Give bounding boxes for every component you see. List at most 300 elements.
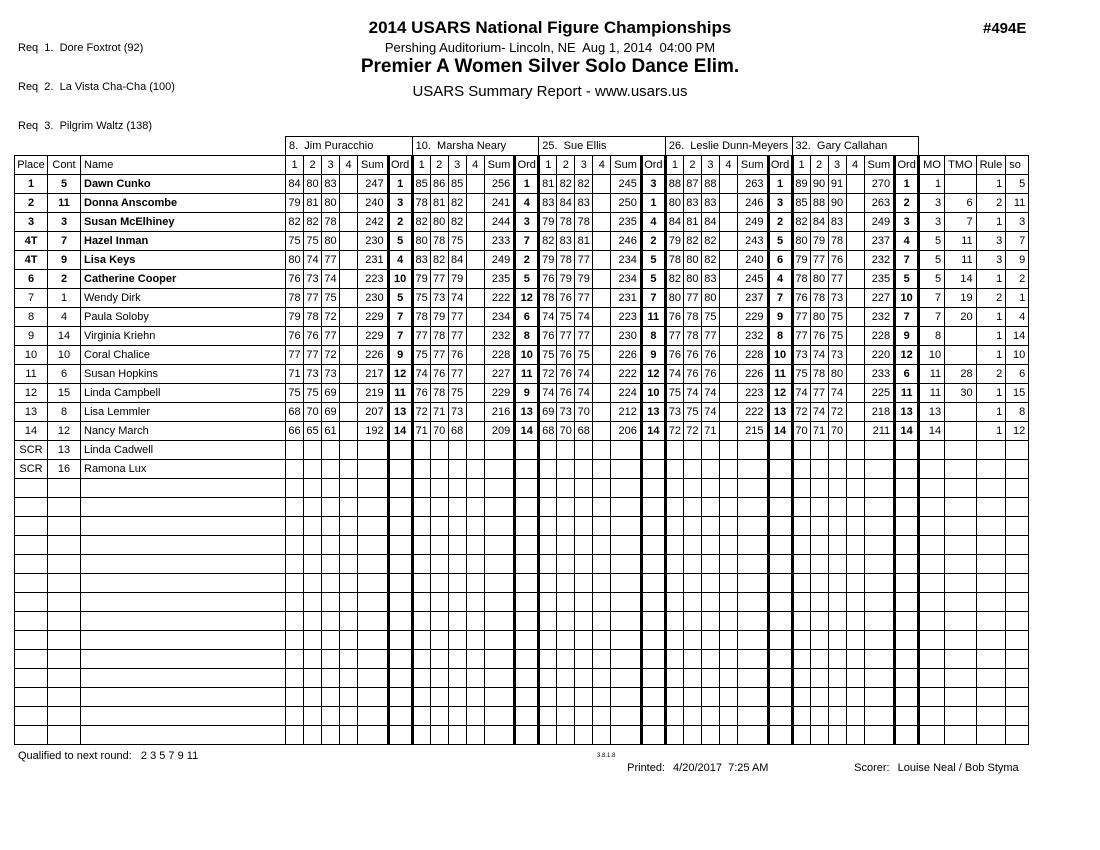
- sum-cell: 243: [737, 232, 768, 251]
- empty-cell: [48, 536, 81, 555]
- empty-cell: [286, 536, 304, 555]
- score-cell: 76: [828, 251, 846, 270]
- score-cell: 77: [430, 346, 448, 365]
- sum-cell: 226: [737, 365, 768, 384]
- empty-cell: [466, 726, 484, 745]
- empty-cell: [48, 498, 81, 517]
- empty-cell: [304, 688, 322, 707]
- empty-cell: [358, 536, 389, 555]
- score-cell: 80: [430, 213, 448, 232]
- empty-cell: [641, 707, 665, 726]
- empty-cell: [575, 555, 593, 574]
- score-cell: 76: [557, 384, 575, 403]
- empty-cell: [828, 650, 846, 669]
- score-cell: [593, 289, 611, 308]
- empty-cell: [810, 498, 828, 517]
- score-cell: [719, 232, 737, 251]
- sum-cell: 230: [611, 327, 642, 346]
- score-cell: 70: [557, 422, 575, 441]
- cont-cell: 11: [48, 194, 81, 213]
- empty-cell: [976, 479, 1006, 498]
- empty-cell: [322, 574, 340, 593]
- score-cell: 72: [322, 308, 340, 327]
- empty-row: [15, 517, 1029, 536]
- ord-cell: 9: [895, 327, 919, 346]
- score-cell: [304, 460, 322, 479]
- score-cell: [340, 365, 358, 384]
- score-cell: 76: [810, 327, 828, 346]
- empty-cell: [719, 631, 737, 650]
- score-cell: 79: [539, 213, 557, 232]
- score-cell: [846, 403, 864, 422]
- empty-cell: [864, 669, 895, 688]
- empty-cell: [976, 555, 1006, 574]
- empty-cell: [575, 593, 593, 612]
- empty-cell: [81, 688, 286, 707]
- ord-cell: 5: [641, 270, 665, 289]
- score-cell: 80: [286, 251, 304, 270]
- score-cell: [593, 270, 611, 289]
- cont-cell: 7: [48, 232, 81, 251]
- ord-cell: 2: [388, 213, 412, 232]
- ord-cell: 12: [515, 289, 539, 308]
- empty-cell: [304, 479, 322, 498]
- place-cell: 2: [15, 194, 48, 213]
- empty-cell: [864, 631, 895, 650]
- place-cell: 4T: [15, 251, 48, 270]
- empty-cell: [976, 593, 1006, 612]
- empty-cell: [846, 479, 864, 498]
- empty-cell: [792, 498, 810, 517]
- sum-cell: 245: [737, 270, 768, 289]
- empty-cell: [304, 631, 322, 650]
- place-cell: 13: [15, 403, 48, 422]
- ord-cell: 14: [768, 422, 792, 441]
- empty-cell: [792, 536, 810, 555]
- score-cell: 76: [286, 327, 304, 346]
- name-cell: Coral Chalice: [81, 346, 286, 365]
- score-cell: 82: [557, 175, 575, 194]
- table-row: [15, 346, 1029, 365]
- place-cell: 12: [15, 384, 48, 403]
- score-cell: 76: [683, 346, 701, 365]
- ord-cell: 3: [515, 213, 539, 232]
- empty-cell: [15, 669, 48, 688]
- score-cell: [593, 460, 611, 479]
- sum-cell: 222: [611, 365, 642, 384]
- score-cell: [828, 441, 846, 460]
- score-cell: [719, 194, 737, 213]
- score-cell: 73: [792, 346, 810, 365]
- rule-cell: 1: [976, 213, 1006, 232]
- score-cell: [719, 403, 737, 422]
- score-cell: 74: [683, 384, 701, 403]
- score-cell: [846, 327, 864, 346]
- empty-row: [15, 555, 1029, 574]
- empty-cell: [665, 479, 683, 498]
- so-cell: 14: [1006, 327, 1029, 346]
- score-cell: [340, 270, 358, 289]
- score-cell: [593, 327, 611, 346]
- ord-cell: [641, 441, 665, 460]
- empty-cell: [945, 688, 976, 707]
- name-cell: Lisa Lemmler: [81, 403, 286, 422]
- score-cell: 76: [304, 327, 322, 346]
- score-cell: [340, 441, 358, 460]
- mo-cell: [919, 460, 945, 479]
- score-cell: 78: [683, 327, 701, 346]
- score-cell: 74: [539, 384, 557, 403]
- empty-cell: [575, 688, 593, 707]
- empty-cell: [864, 650, 895, 669]
- score-cell: 80: [665, 194, 683, 213]
- score-cell: [846, 460, 864, 479]
- empty-cell: [388, 574, 412, 593]
- ord-cell: 10: [388, 270, 412, 289]
- empty-cell: [846, 517, 864, 536]
- ord-cell: 6: [895, 365, 919, 384]
- score-cell: 79: [539, 251, 557, 270]
- empty-cell: [358, 593, 389, 612]
- ord-cell: 13: [388, 403, 412, 422]
- ord-cell: 1: [641, 194, 665, 213]
- score-cell: [810, 460, 828, 479]
- venue-line: Pershing Auditorium- Lincoln, NE Aug 1, 2014 04:00 PM: [384, 40, 716, 55]
- empty-cell: [641, 612, 665, 631]
- empty-cell: [15, 593, 48, 612]
- empty-cell: [81, 555, 286, 574]
- printed-value: 4/20/2017 7:25 AM: [673, 762, 769, 774]
- score-cell: [412, 441, 430, 460]
- score-cell: 78: [557, 251, 575, 270]
- empty-cell: [448, 593, 466, 612]
- empty-cell: [557, 593, 575, 612]
- place-cell: 14: [15, 422, 48, 441]
- championship-title: 2014 USARS National Figure Championships: [368, 18, 732, 37]
- sum-cell: 226: [358, 346, 389, 365]
- empty-cell: [768, 536, 792, 555]
- score-cell: 74: [701, 403, 719, 422]
- empty-cell: [683, 688, 701, 707]
- empty-cell: [810, 631, 828, 650]
- sum-cell: [737, 460, 768, 479]
- ord-cell: 6: [768, 251, 792, 270]
- score-cell: 72: [683, 422, 701, 441]
- score-cell: 75: [701, 308, 719, 327]
- cont-cell: 2: [48, 270, 81, 289]
- empty-cell: [304, 574, 322, 593]
- score-cell: [846, 251, 864, 270]
- sum-cell: 246: [737, 194, 768, 213]
- tmo-cell: 7: [945, 213, 976, 232]
- empty-cell: [448, 688, 466, 707]
- empty-cell: [768, 574, 792, 593]
- sum-cell: 229: [484, 384, 515, 403]
- empty-cell: [945, 555, 976, 574]
- score-cell: [846, 422, 864, 441]
- score-cell: [593, 441, 611, 460]
- name-cell: Donna Anscombe: [81, 194, 286, 213]
- empty-cell: [304, 498, 322, 517]
- score-cell: [846, 441, 864, 460]
- score-cell: 68: [286, 403, 304, 422]
- ord-cell: 5: [388, 289, 412, 308]
- score-cell: 85: [448, 175, 466, 194]
- score-cell: 70: [828, 422, 846, 441]
- score-cell: 77: [828, 270, 846, 289]
- rule-header: Rule: [976, 156, 1006, 175]
- score-cell: 76: [701, 365, 719, 384]
- empty-cell: [665, 536, 683, 555]
- ord-cell: 11: [388, 384, 412, 403]
- score-cell: [340, 327, 358, 346]
- score4-header: 4: [719, 156, 737, 175]
- tmo-cell: [945, 422, 976, 441]
- cont-cell: 3: [48, 213, 81, 232]
- score-cell: 83: [683, 194, 701, 213]
- cont-cell: 4: [48, 308, 81, 327]
- table-row: [15, 270, 1029, 289]
- score-cell: [322, 460, 340, 479]
- ord-cell: 4: [895, 232, 919, 251]
- ord-cell: 5: [768, 232, 792, 251]
- empty-cell: [864, 479, 895, 498]
- score-cell: 73: [322, 365, 340, 384]
- score-cell: 77: [665, 327, 683, 346]
- sum-cell: 206: [611, 422, 642, 441]
- empty-cell: [792, 517, 810, 536]
- score-cell: [430, 441, 448, 460]
- empty-cell: [340, 631, 358, 650]
- empty-cell: [340, 479, 358, 498]
- empty-cell: [304, 536, 322, 555]
- score-cell: 84: [810, 213, 828, 232]
- score-cell: [593, 346, 611, 365]
- sum-cell: 228: [864, 327, 895, 346]
- ord-cell: 12: [768, 384, 792, 403]
- empty-cell: [1006, 479, 1029, 498]
- sum-cell: 231: [611, 289, 642, 308]
- empty-cell: [737, 707, 768, 726]
- score-cell: [448, 460, 466, 479]
- empty-cell: [683, 517, 701, 536]
- empty-cell: [719, 574, 737, 593]
- empty-cell: [448, 479, 466, 498]
- sum-cell: 263: [737, 175, 768, 194]
- empty-cell: [719, 479, 737, 498]
- empty-cell: [828, 726, 846, 745]
- empty-cell: [81, 631, 286, 650]
- empty-cell: [484, 612, 515, 631]
- empty-cell: [919, 650, 945, 669]
- score-cell: 75: [304, 384, 322, 403]
- name-cell: Catherine Cooper: [81, 270, 286, 289]
- sum-cell: 228: [484, 346, 515, 365]
- empty-cell: [919, 688, 945, 707]
- sum-cell: 212: [611, 403, 642, 422]
- sum-cell: 217: [358, 365, 389, 384]
- so-cell: 3: [1006, 213, 1029, 232]
- empty-cell: [719, 650, 737, 669]
- empty-cell: [388, 536, 412, 555]
- score-cell: 77: [448, 327, 466, 346]
- score-cell: [286, 441, 304, 460]
- empty-cell: [864, 707, 895, 726]
- score-cell: [719, 384, 737, 403]
- ord-cell: 5: [641, 251, 665, 270]
- empty-cell: [1006, 707, 1029, 726]
- empty-cell: [286, 707, 304, 726]
- empty-cell: [810, 612, 828, 631]
- score-cell: [719, 175, 737, 194]
- score-cell: [466, 232, 484, 251]
- empty-cell: [683, 536, 701, 555]
- rule-cell: 1: [976, 384, 1006, 403]
- ord-cell: 1: [895, 175, 919, 194]
- score-cell: 78: [539, 289, 557, 308]
- score-cell: [683, 460, 701, 479]
- name-cell: Susan McElhiney: [81, 213, 286, 232]
- empty-cell: [322, 631, 340, 650]
- score-cell: 76: [557, 365, 575, 384]
- empty-cell: [448, 707, 466, 726]
- table-row: [15, 308, 1029, 327]
- empty-cell: [828, 669, 846, 688]
- empty-cell: [448, 631, 466, 650]
- spacer-cell: [919, 137, 1029, 156]
- score-cell: [466, 460, 484, 479]
- ord-cell: 6: [515, 308, 539, 327]
- empty-cell: [701, 555, 719, 574]
- ord-header: Ord: [895, 156, 919, 175]
- score-cell: [846, 289, 864, 308]
- score-cell: [340, 232, 358, 251]
- sum-header: Sum: [484, 156, 515, 175]
- empty-cell: [388, 650, 412, 669]
- ord-cell: [515, 441, 539, 460]
- empty-cell: [322, 536, 340, 555]
- tmo-header: TMO: [945, 156, 976, 175]
- empty-cell: [864, 726, 895, 745]
- report-type-line: USARS Summary Report - www.usars.us: [412, 83, 688, 100]
- empty-cell: [484, 555, 515, 574]
- empty-cell: [286, 479, 304, 498]
- empty-cell: [864, 593, 895, 612]
- score-cell: 82: [792, 213, 810, 232]
- ord-cell: 7: [895, 251, 919, 270]
- empty-cell: [81, 498, 286, 517]
- empty-cell: [48, 707, 81, 726]
- empty-cell: [593, 536, 611, 555]
- empty-cell: [737, 593, 768, 612]
- ord-header: Ord: [388, 156, 412, 175]
- score-cell: [719, 270, 737, 289]
- sum-cell: 235: [864, 270, 895, 289]
- score3-header: 3: [322, 156, 340, 175]
- score-cell: [701, 441, 719, 460]
- ord-cell: 11: [515, 365, 539, 384]
- empty-cell: [430, 650, 448, 669]
- scorer-line: [848, 750, 1019, 774]
- empty-cell: [846, 726, 864, 745]
- empty-cell: [593, 650, 611, 669]
- sum-cell: 227: [484, 365, 515, 384]
- so-cell: 6: [1006, 365, 1029, 384]
- score-cell: 69: [322, 384, 340, 403]
- ord-header: Ord: [641, 156, 665, 175]
- sum-cell: 216: [484, 403, 515, 422]
- score-cell: 75: [575, 346, 593, 365]
- sum-cell: 229: [358, 327, 389, 346]
- name-cell: Lisa Keys: [81, 251, 286, 270]
- empty-cell: [919, 574, 945, 593]
- sum-cell: 223: [611, 308, 642, 327]
- empty-cell: [81, 612, 286, 631]
- empty-row: [15, 574, 1029, 593]
- ord-cell: 5: [895, 270, 919, 289]
- score-cell: 73: [828, 289, 846, 308]
- qualified-line: Qualified to next round: 2 3 5 7 9 11: [18, 750, 199, 762]
- empty-cell: [484, 593, 515, 612]
- score-cell: 77: [304, 289, 322, 308]
- score-cell: [340, 460, 358, 479]
- event-title: Premier A Women Silver Solo Dance Elim.: [360, 56, 740, 77]
- empty-cell: [701, 669, 719, 688]
- ord-cell: 2: [515, 251, 539, 270]
- score-cell: 81: [539, 175, 557, 194]
- so-cell: 7: [1006, 232, 1029, 251]
- empty-cell: [976, 498, 1006, 517]
- empty-cell: [430, 726, 448, 745]
- empty-cell: [484, 517, 515, 536]
- empty-cell: [719, 612, 737, 631]
- score-cell: [430, 460, 448, 479]
- empty-cell: [768, 498, 792, 517]
- score-cell: [719, 460, 737, 479]
- ord-cell: 9: [515, 384, 539, 403]
- empty-cell: [719, 593, 737, 612]
- score-cell: [286, 460, 304, 479]
- table-row: [15, 422, 1029, 441]
- sum-cell: [864, 460, 895, 479]
- empty-cell: [810, 555, 828, 574]
- empty-cell: [792, 669, 810, 688]
- score-cell: 78: [665, 251, 683, 270]
- mo-cell: 5: [919, 270, 945, 289]
- empty-cell: [286, 574, 304, 593]
- empty-cell: [593, 669, 611, 688]
- score-cell: 82: [575, 175, 593, 194]
- results-table: [14, 136, 1029, 745]
- name-cell: Linda Cadwell: [81, 441, 286, 460]
- mo-header: MO: [919, 156, 945, 175]
- empty-cell: [575, 574, 593, 593]
- empty-cell: [828, 707, 846, 726]
- empty-cell: [919, 555, 945, 574]
- empty-cell: [557, 555, 575, 574]
- empty-cell: [683, 650, 701, 669]
- rule-cell: 1: [976, 175, 1006, 194]
- cont-cell: 10: [48, 346, 81, 365]
- empty-cell: [430, 631, 448, 650]
- ord-cell: 2: [768, 213, 792, 232]
- empty-cell: [322, 650, 340, 669]
- empty-cell: [466, 612, 484, 631]
- empty-cell: [515, 498, 539, 517]
- sum-cell: 233: [864, 365, 895, 384]
- empty-cell: [388, 555, 412, 574]
- ord-cell: 3: [641, 175, 665, 194]
